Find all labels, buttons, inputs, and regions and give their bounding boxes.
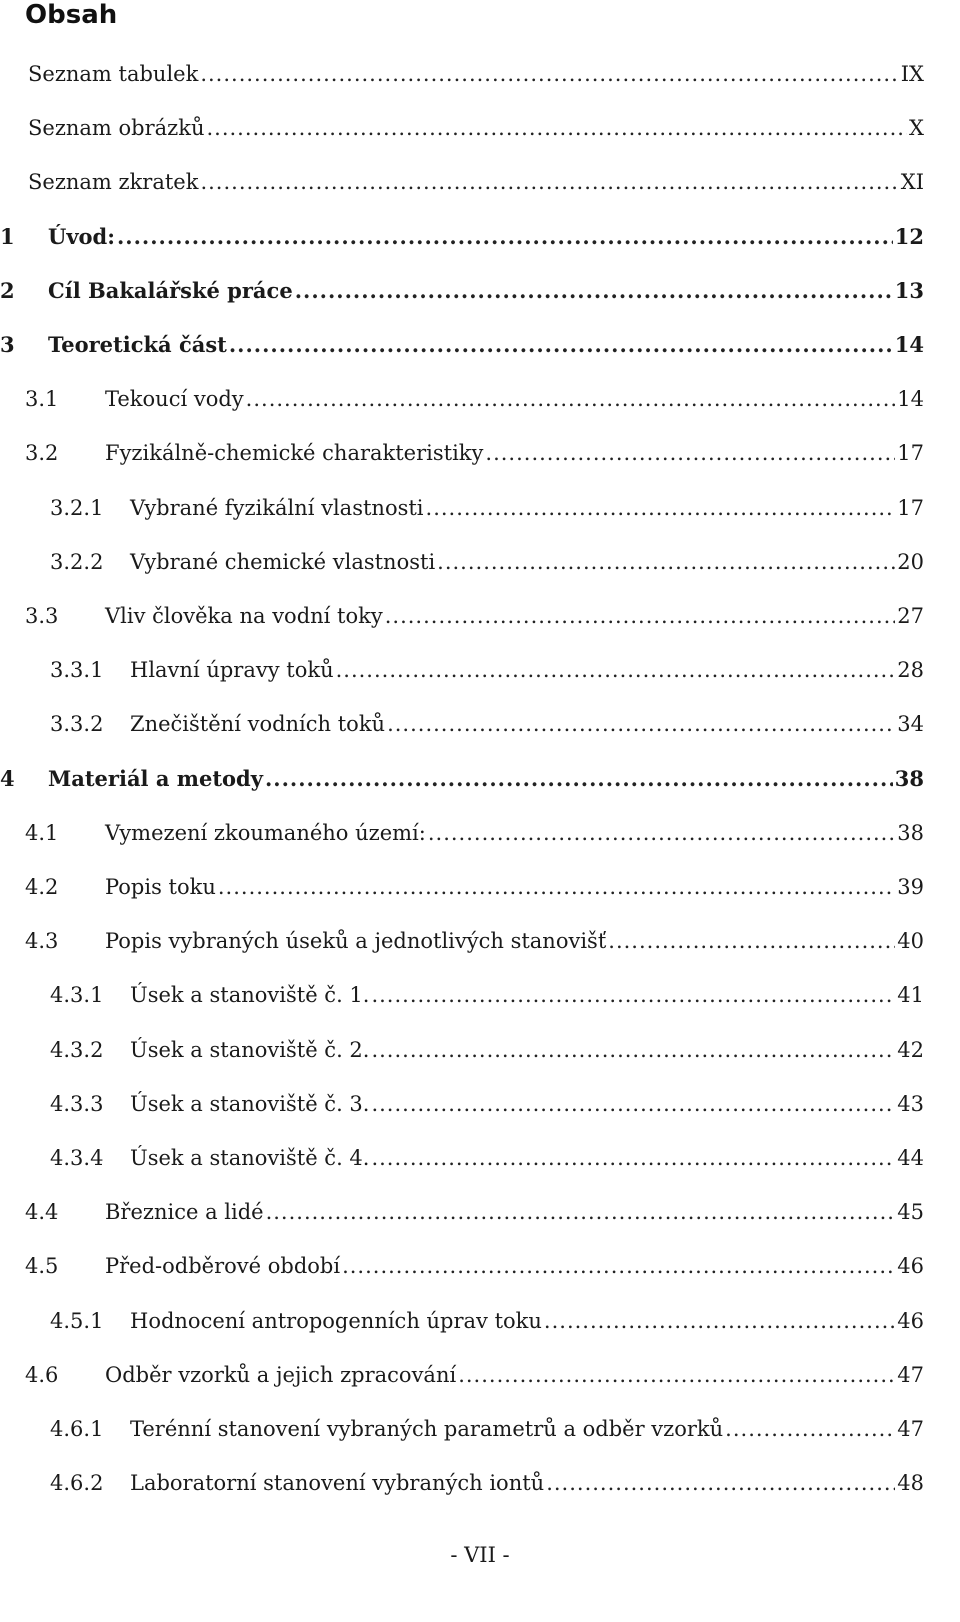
toc-dot-leader (206, 113, 907, 143)
toc-entry[interactable] (25, 818, 924, 848)
toc-entry[interactable] (50, 980, 924, 1010)
toc-entry[interactable] (25, 1360, 924, 1390)
toc-entry-page: XI (900, 170, 924, 195)
toc-entry-title: Před-odběrové období (105, 1254, 341, 1279)
toc-entry-page: 28 (897, 658, 924, 683)
toc-heading: Obsah (25, 0, 118, 30)
toc-entry-page: 40 (897, 929, 924, 954)
toc-entry[interactable] (0, 222, 924, 252)
toc-entry[interactable] (0, 764, 924, 794)
toc-dot-leader (371, 1089, 895, 1119)
toc-entry[interactable] (50, 1306, 924, 1336)
toc-entry[interactable] (50, 493, 924, 523)
toc-entry-title: Terénní stanovení vybraných parametrů a odběr vzorků (130, 1417, 724, 1441)
toc-entry-number: 3.3.1 (50, 658, 104, 683)
toc-entry-number: 1 (0, 223, 15, 249)
toc-entry-title: Odběr vzorků a jejich zpracování (105, 1362, 457, 1387)
toc-entry-page: 43 (897, 1091, 924, 1116)
toc-entry-page: 47 (897, 1417, 924, 1441)
toc-entry[interactable] (50, 1414, 924, 1444)
toc-entry-title: Březnice a lidé (105, 1200, 264, 1225)
toc-entry-title: Úsek a stanoviště č. 4. (130, 1146, 370, 1170)
toc-entry-number: 4.4 (25, 1200, 59, 1225)
toc-entry-page: 38 (894, 765, 924, 791)
toc-dot-leader (371, 1035, 895, 1065)
toc-entry-number: 4.3.4 (50, 1146, 104, 1170)
toc-entry-page: IX (900, 62, 924, 86)
toc-dot-leader (608, 926, 895, 956)
toc-entry-number: 4.6.1 (50, 1417, 104, 1441)
toc-entry[interactable] (0, 276, 924, 306)
toc-dot-leader (117, 222, 893, 252)
toc-entry-title: Fyzikálně-chemické charakteristiky (105, 441, 484, 466)
toc-entry-title: Cíl Bakalářské práce (48, 277, 293, 303)
toc-entry-page: 38 (897, 820, 924, 845)
toc-entry-page: 13 (894, 277, 924, 303)
toc-entry-page: 17 (897, 495, 924, 520)
toc-entry-page: 47 (897, 1362, 924, 1387)
toc-entry[interactable] (50, 1035, 924, 1065)
toc-entry-number: 3.2 (25, 441, 59, 466)
toc-entry-number: 3.1 (25, 387, 59, 412)
toc-entry-number: 3.3.2 (50, 712, 104, 737)
toc-dot-leader (200, 167, 898, 197)
toc-dot-leader (336, 655, 896, 685)
toc-entry[interactable] (50, 1089, 924, 1119)
toc-dot-leader (485, 438, 895, 468)
toc-entry[interactable] (50, 1468, 924, 1498)
toc-dot-leader (371, 980, 895, 1010)
toc-entry-title: Popis vybraných úseků a jednotlivých stanovišť (105, 929, 607, 954)
toc-entry-number: 4 (0, 765, 15, 791)
toc-dot-leader (200, 59, 898, 89)
toc-dot-leader (266, 1197, 896, 1227)
toc-dot-leader (458, 1360, 895, 1390)
toc-entry[interactable] (25, 1197, 924, 1227)
toc-entry-title: Teoretická část (48, 332, 227, 357)
toc-entry-number: 4.5 (25, 1254, 59, 1279)
toc-entry-title: Tekoucí vody (105, 387, 244, 412)
toc-entry-title: Úvod: (48, 223, 115, 249)
toc-entry-number: 4.1 (25, 820, 59, 845)
toc-entry-page: 46 (897, 1308, 924, 1333)
toc-entry-page: 12 (894, 223, 924, 249)
toc-entry[interactable] (28, 59, 924, 89)
toc-dot-leader (428, 818, 895, 848)
toc-dot-leader (246, 384, 896, 414)
toc-entry-number: 4.6 (25, 1362, 59, 1387)
toc-dot-leader (387, 709, 895, 739)
toc-entry[interactable] (25, 1251, 924, 1281)
toc-entry-title: Vymezení zkoumaného území: (105, 820, 426, 845)
toc-entry[interactable] (25, 926, 924, 956)
toc-entry-title: Vliv člověka na vodní toky (105, 604, 383, 628)
toc-entry-page: 20 (897, 549, 924, 574)
toc-entry-title: Vybrané chemické vlastnosti (130, 549, 436, 574)
toc-entry-number: 3.3 (25, 604, 59, 628)
toc-entry-number: 4.5.1 (50, 1308, 104, 1333)
toc-dot-leader (437, 547, 895, 577)
toc-entry-number: 4.3.1 (50, 983, 104, 1008)
toc-entry-page: 14 (894, 332, 924, 357)
toc-entry-title: Seznam obrázků (28, 116, 205, 141)
toc-entry[interactable] (0, 330, 924, 360)
toc-dot-leader (295, 276, 893, 306)
toc-dot-leader (218, 872, 895, 902)
toc-entry[interactable] (25, 384, 924, 414)
toc-entry-page: 45 (897, 1200, 924, 1225)
toc-dot-leader (725, 1414, 895, 1444)
toc-entry-page: 41 (897, 983, 924, 1008)
toc-entry[interactable] (25, 438, 924, 468)
toc-entry-title: Úsek a stanoviště č. 1. (130, 983, 370, 1008)
toc-entry-title: Hodnocení antropogenních úprav toku (130, 1308, 542, 1333)
toc-entry-title: Seznam tabulek (28, 62, 199, 86)
toc-entry-number: 2 (0, 277, 15, 303)
page-number-footer: - VII - (450, 1543, 510, 1567)
toc-entry-title: Seznam zkratek (28, 170, 199, 195)
toc-entry-page: 17 (897, 441, 924, 466)
toc-entry-page: 14 (897, 387, 924, 412)
toc-entry-title: Úsek a stanoviště č. 3. (130, 1091, 370, 1116)
toc-entry-number: 3 (0, 332, 15, 357)
toc-entry-page: 42 (897, 1037, 924, 1062)
toc-entry[interactable] (50, 655, 924, 685)
toc-entry-title: Materiál a metody (48, 765, 263, 791)
toc-entry-number: 4.3.2 (50, 1037, 104, 1062)
toc-entry-title: Úsek a stanoviště č. 2. (130, 1037, 370, 1062)
toc-entry-title: Vybrané fyzikální vlastnosti (130, 495, 424, 520)
toc-dot-leader (229, 330, 893, 360)
toc-entry-number: 3.2.1 (50, 495, 104, 520)
toc-entry[interactable] (25, 872, 924, 902)
toc-dot-leader (385, 601, 896, 631)
toc-entry-number: 4.3.3 (50, 1091, 104, 1116)
toc-entry[interactable] (50, 709, 924, 739)
toc-entry[interactable] (50, 547, 924, 577)
toc-entry[interactable] (25, 601, 924, 631)
toc-dot-leader (371, 1143, 895, 1173)
toc-entry-title: Laboratorní stanovení vybraných iontů (130, 1471, 545, 1496)
toc-entry-title: Hlavní úpravy toků (130, 658, 334, 683)
toc-dot-leader (426, 493, 896, 523)
toc-entry-page: 48 (897, 1471, 924, 1496)
toc-entry-number: 4.2 (25, 875, 59, 899)
toc-entry-number: 4.3 (25, 929, 59, 954)
toc-entry-page: 44 (897, 1146, 924, 1170)
toc-entry-title: Popis toku (105, 875, 216, 899)
toc-entry-page: X (909, 116, 924, 141)
toc-entry-title: Znečištění vodních toků (130, 712, 386, 737)
toc-entry-page: 34 (897, 712, 924, 737)
toc-entry[interactable] (28, 167, 924, 197)
toc-dot-leader (342, 1251, 895, 1281)
toc-entry-page: 27 (897, 604, 924, 628)
toc-dot-leader (546, 1468, 895, 1498)
toc-dot-leader (544, 1306, 895, 1336)
toc-entry-page: 46 (897, 1254, 924, 1279)
toc-entry[interactable] (28, 113, 924, 143)
toc-entry-number: 3.2.2 (50, 549, 104, 574)
toc-entry-page: 39 (897, 875, 924, 899)
toc-entry-number: 4.6.2 (50, 1471, 104, 1496)
toc-entry[interactable] (50, 1143, 924, 1173)
toc-dot-leader (265, 764, 893, 794)
